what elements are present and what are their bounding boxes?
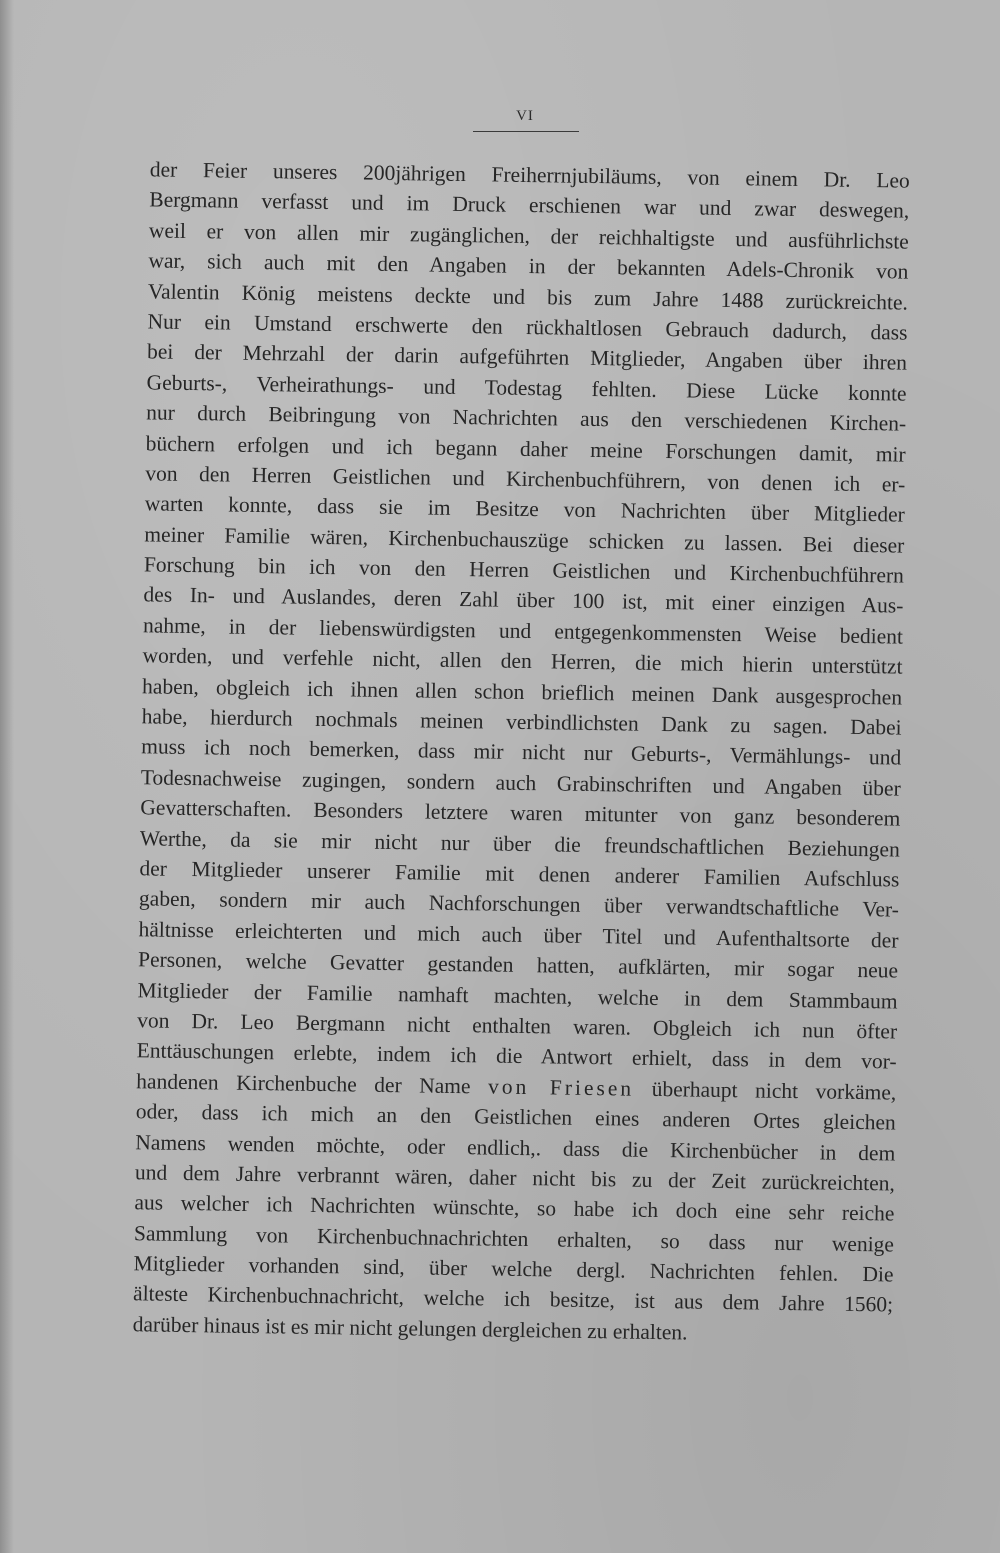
- text-line: des In- und Auslandes, deren Zahl über 100 ist, mit einer einzigen Aus-: [143, 582, 904, 619]
- text-line: Gevatterschaften. Besonders letztere waren mitunter von ganz besonderem: [140, 795, 901, 831]
- text-line: Personen, welche Gevatter gestanden hatten, aufklärten, mir sogar neue: [137, 947, 899, 983]
- text-line: oder, dass ich mich an den Geistlichen eines anderen Ortes gleichen: [135, 1099, 896, 1135]
- text-line: Nur ein Umstand erschwerte den rückhaltlosen Gebrauch dadurch, dass: [147, 309, 908, 345]
- text-line: und dem Jahre verbrannt wären, daher nicht bis zu der Zeit zurückreichten,: [134, 1160, 896, 1196]
- text-line: Mitglieder vorhanden sind, über welche dergl. Nachrichten fehlen. Die: [133, 1251, 894, 1287]
- text-line: büchern erfolgen und ich begann daher meine Forschungen damit, mir: [145, 430, 906, 467]
- body-text: [132, 154, 909, 1350]
- text-line: habe, hierdurch nochmals meinen verbindlichsten Dank zu sagen. Dabei: [141, 704, 902, 740]
- text-line: Sammlung von Kirchenbuchnachrichten erhalten, so dass nur wenige: [133, 1220, 895, 1257]
- text-line: haben, obgleich ich ihnen allen schon brieflich meinen Dank ausgesprochen: [141, 673, 903, 710]
- page-number: VI: [516, 108, 534, 124]
- text-line: aus welcher ich Nachrichten wünschte, so habe ich doch eine sehr reiche: [134, 1190, 895, 1226]
- text-line: hältnisse erleichterten und mich auch über Titel und Aufenthaltsorte der: [138, 917, 899, 953]
- text-line: war, sich auch mit den Angaben in der bekannten Adels-Chronik von: [148, 248, 909, 284]
- text-line: von den Herren Geistlichen und Kirchenbuchführern, von denen ich er-: [145, 461, 906, 497]
- page-edge-shadow: [0, 0, 14, 1553]
- text-segment: überhaupt nicht vorkäme,: [651, 1076, 897, 1105]
- text-line: der Feier unseres 200jährigen Freiherrnjubiläums, von einem Dr. Leo: [149, 157, 910, 193]
- text-line: Todesnachweise zugingen, sondern auch Grabinschriften und Angaben über: [140, 765, 901, 801]
- text-line: worden, und verfehle nicht, allen den Herren, die mich hierin unterstützt: [142, 643, 903, 679]
- text-line: meiner Familie wären, Kirchenbuchauszüge schicken zu lassen. Bei dieser: [144, 522, 905, 558]
- text-line: warten konnte, dass sie im Besitze von Nachrichten über Mitglieder: [144, 491, 905, 527]
- text-segment: handenen Kirchenbuche der Name: [136, 1068, 471, 1098]
- text-line: Werthe, da sie mir nicht nur über die freundschaftlichen Beziehungen: [139, 825, 900, 862]
- text-line: Forschung bin ich von den Herren Geistlichen und Kirchenbuchführern: [143, 552, 905, 588]
- text-line: muss ich noch bemerken, dass mir nicht nur Geburts-, Vermählungs- und: [141, 734, 902, 770]
- text-line: darüber hinaus ist es mir nicht gelungen dergleichen zu erhalten.: [132, 1312, 688, 1345]
- text-line: Valentin König meistens deckte und bis zum Jahre 1488 zurückreichte.: [147, 278, 909, 315]
- text-line: Namens wenden möchte, oder endlich,. dass die Kirchenbücher in dem: [135, 1129, 896, 1166]
- text-line: Mitglieder der Familie namhaft machten, welche in dem Stammbaum: [137, 977, 898, 1014]
- text-line: der Mitglieder unserer Familie mit denen anderer Familien Aufschluss: [139, 856, 900, 892]
- text-line: gaben, sondern mir auch Nachforschungen über verwandtschaftliche Ver-: [138, 886, 900, 922]
- text-line: Geburts-, Verheirathungs- und Todestag fehlten. Diese Lücke konnte: [146, 370, 907, 406]
- text-line: älteste Kirchenbuchnachricht, welche ich besitze, ist aus dem Jahre 1560;: [132, 1281, 894, 1317]
- text-line: Enttäuschungen erlebte, indem ich die Antwort erhielt, dass in dem vor-: [136, 1038, 897, 1074]
- text-line: bei der Mehrzahl der darin aufgeführten Mitglieder, Angaben über ihren: [146, 339, 908, 375]
- text-line: Bergmann verfasst und im Druck erschienen war und zwar deswegen,: [149, 187, 910, 224]
- text-line: weil er von allen mir zugänglichen, der reichhaltigste und ausführlichste: [148, 218, 910, 254]
- text-line: nur durch Beibringung von Nachrichten aus den verschiedenen Kirchen-: [146, 400, 907, 436]
- page-number-rule: [473, 131, 579, 132]
- family-name-spaced: von Friesen: [487, 1074, 635, 1101]
- text-line: von Dr. Leo Bergmann nicht enthalten waren. Obgleich ich nun öfter: [137, 1008, 898, 1044]
- text-line: nahme, in der liebenswürdigsten und entgegenkommensten Weise bedient: [142, 613, 904, 649]
